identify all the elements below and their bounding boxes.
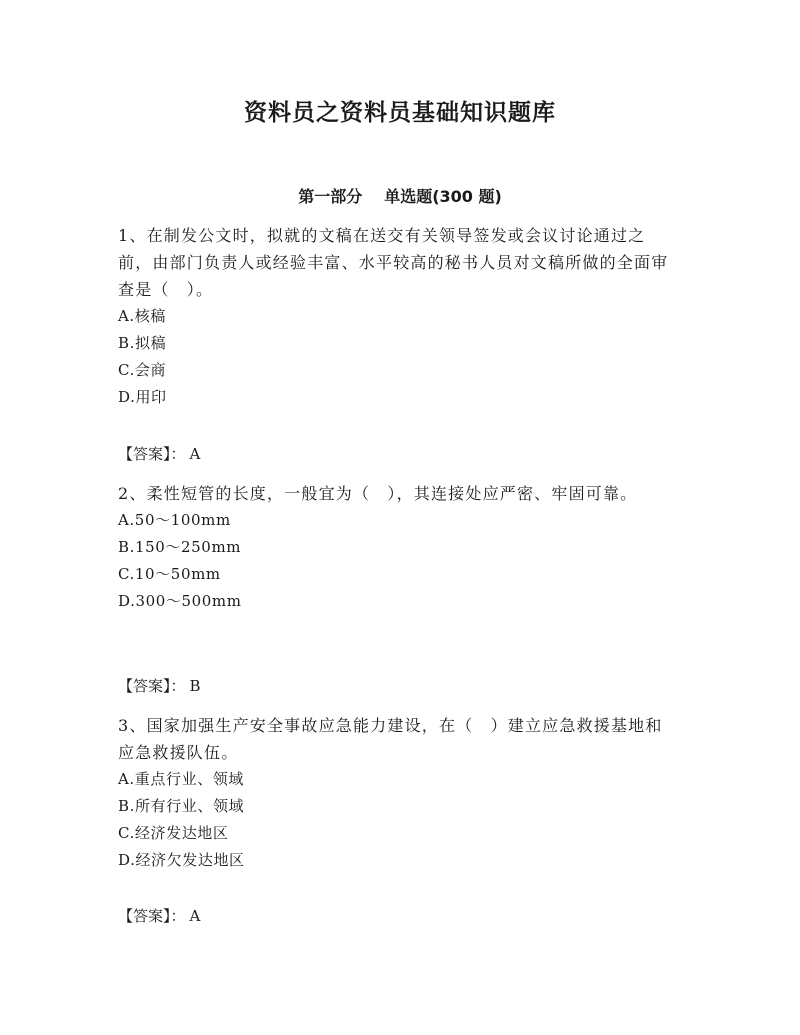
option-item: A.重点行业、领域: [118, 770, 245, 788]
option-item: D.300～500mm: [118, 592, 242, 610]
question-item: [118, 222, 678, 411]
option-item: C.10～50mm: [118, 565, 221, 583]
option-item: C.会商: [118, 361, 167, 379]
answer-line: [118, 904, 200, 928]
option-item: A.50～100mm: [118, 511, 231, 529]
option-item: D.经济欠发达地区: [118, 851, 245, 869]
option-item: B.拟稿: [118, 334, 167, 352]
answer-line: [118, 674, 201, 698]
section-name: 单选题(300 题): [384, 187, 502, 206]
answer-label: 【答案】：: [118, 677, 186, 695]
answer-value: A: [189, 907, 201, 925]
option-item: D.用印: [118, 388, 167, 406]
option-item: B.150～250mm: [118, 538, 242, 556]
question-stem: 1、在制发公文时，拟就的文稿在送交有关领导签发或会议讨论通过之前，由部门负责人或经验丰富、水平较高的秘书人员对文稿所做的全面审查是（ ）。: [118, 226, 669, 299]
document-title: 资料员之资料员基础知识题库: [244, 100, 556, 126]
answer-label: 【答案】：: [118, 445, 186, 463]
answer-line: [118, 442, 200, 466]
option-list: [118, 507, 678, 615]
option-item: A.核稿: [118, 307, 167, 325]
answer-value: A: [189, 445, 201, 463]
question-item: [118, 480, 678, 615]
option-item: C.经济发达地区: [118, 824, 229, 842]
question-stem: 3、国家加强生产安全事故应急能力建设，在（ ）建立应急救援基地和应急救援队伍。: [118, 716, 663, 762]
question-item: [118, 712, 678, 874]
option-list: [118, 766, 678, 874]
answer-value: B: [189, 677, 201, 695]
option-item: B.所有行业、领域: [118, 797, 245, 815]
section-heading: [0, 184, 800, 207]
answer-label: 【答案】：: [118, 907, 186, 925]
question-stem: 2、柔性短管的长度，一般宜为（ ），其连接处应严密、牢固可靠。: [118, 484, 638, 503]
section-part: 第一部分: [298, 187, 363, 206]
option-list: [118, 303, 678, 411]
